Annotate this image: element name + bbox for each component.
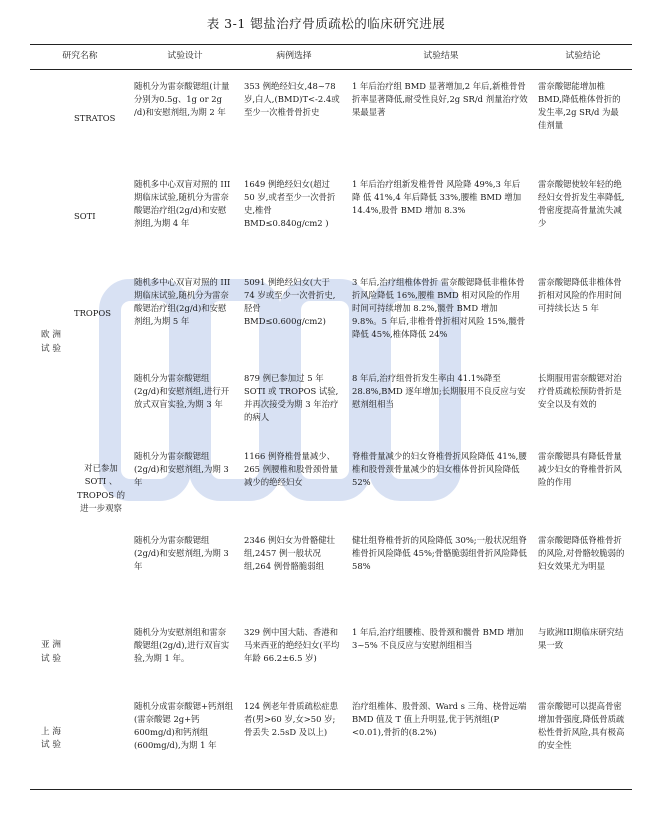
header-study-name: 研究名称 xyxy=(30,45,130,70)
cell-text: 随机分为雷奈酸锶组(2g/d)和安慰剂组,为期 3 年 xyxy=(134,450,229,487)
conclusion-cell xyxy=(534,616,632,690)
cases-cell xyxy=(240,440,348,524)
cell-text: 329 例中国大陆、香港和马来西亚的绝经妇女(平均年龄 66.2±6.5 岁) xyxy=(244,626,340,663)
table-row xyxy=(30,168,632,266)
region-label: 欧 洲 试 验 xyxy=(41,330,61,354)
table-row xyxy=(30,70,632,168)
region-asia xyxy=(30,616,72,690)
design-cell xyxy=(130,266,240,362)
conclusion-cell xyxy=(534,70,632,168)
cell-text: 1 年后治疗组 BMD 显著增加,2 年后,新椎骨骨折率显著降低,耐受性良好,2g SR/d 剂量治疗效果最显著 xyxy=(352,81,528,118)
cell-text: 3 年后,治疗组椎体骨折 雷奈酸锶降低非椎体骨折风险降低 16%,腰椎 BMD 相对风险的作用时间可持续增加 8.2%,髋骨 BMD 增加 9.8%。5 年后,非椎骨骨折相对风险 15%,髋骨降低 45%,椎体降低 24% xyxy=(352,276,526,339)
region-label: 上 海 试 验 xyxy=(41,726,61,751)
cell-text: 随机分为雷奈酸锶组(2g/d)和安慰剂组,为期 3 年 xyxy=(134,534,229,571)
conclusion-cell xyxy=(534,440,632,524)
study-name: SOTI xyxy=(74,210,96,221)
study-name xyxy=(72,690,130,790)
conclusion-cell xyxy=(534,524,632,616)
cell-text: 1649 例绝经妇女(超过 50 岁,或者至少一次骨折史,椎骨 BMD≤0.840g/cm2 ) xyxy=(244,178,336,228)
cell-text: 879 例已参加过 5 年 SOTI 或 TROPOS 试验,并再次接受为期 3 年治疗的病人 xyxy=(244,372,339,422)
results-cell xyxy=(348,440,534,524)
study-name: TROPOS xyxy=(74,307,111,318)
cell-text: 雷奈酸锶使较年轻的绝经妇女骨折发生率降低,骨密度提高骨量流失减少 xyxy=(538,178,625,228)
design-cell xyxy=(130,70,240,168)
design-cell xyxy=(130,616,240,690)
design-cell xyxy=(130,362,240,440)
cell-text: 随机分为安慰剂组和雷奈酸锶组(2g/d),进行双盲实验,为期 1 年。 xyxy=(134,626,230,663)
design-cell xyxy=(130,440,240,524)
table-row xyxy=(30,616,632,690)
results-cell xyxy=(348,616,534,690)
cell-text: 353 例绝经妇女,48~78岁,白人,(BMD)T<-2.4或至少一次椎骨骨折史 xyxy=(244,81,340,118)
cell-text: 随机多中心双盲对照的 III期临床试验,随机分为雷奈酸锶治疗组(2g/d)和安慰剂组,为期 4 年 xyxy=(134,178,231,228)
table-row xyxy=(30,362,632,440)
conclusion-cell xyxy=(534,168,632,266)
study-name: 对已参加 SOTI 、TROPOS 的进一步观察 xyxy=(76,463,126,513)
study-name xyxy=(72,616,130,690)
cell-text: 雷奈酸锶降低非椎体骨折相对风险的作用时间可持续长达 5 年 xyxy=(538,276,622,313)
cases-cell xyxy=(240,524,348,616)
design-cell xyxy=(130,168,240,266)
cell-text: 随机多中心双盲对照的 III期临床试验,随机分为雷奈酸锶治疗组(2g/d)和安慰剂组,为期 5 年 xyxy=(134,276,231,326)
header-cases: 病例选择 xyxy=(240,45,348,70)
cell-text: 124 例老年骨质疏松症患者(男>60 岁,女>50 岁;骨丢失 2.5sD 及以上) xyxy=(244,700,339,737)
cell-text: 1 年后,治疗组腰椎、股骨颈和髋骨 BMD 增加 3~5% 不良反应与安慰剂组相当 xyxy=(352,626,524,650)
design-cell xyxy=(130,690,240,790)
cases-cell xyxy=(240,70,348,168)
cell-text: 长期服用雷奈酸锶对治疗骨质疏松预防骨折是安全以及有效的 xyxy=(538,372,622,409)
cell-text: 1 年后治疗组新发椎骨骨 风险降 49%,3 年后降 低 41%,4 年后降低 33%,腰椎 BMD 增加 14.4%,股骨 BMD 增加 8.3% xyxy=(352,178,522,215)
cell-text: 8 年后,治疗组骨折发生率由 41.1%降至 28.8%,BMD 逐年增加;长期服用不良反应与安慰剂组相当 xyxy=(352,372,526,409)
results-cell xyxy=(348,70,534,168)
results-cell xyxy=(348,362,534,440)
research-table xyxy=(30,44,632,790)
region-label: 亚 洲 试 验 xyxy=(41,640,61,664)
conclusion-cell xyxy=(534,690,632,790)
cell-text: 雷奈酸锶具有降低骨量减少妇女的脊椎骨折风险的作用 xyxy=(538,450,622,487)
cases-cell xyxy=(240,168,348,266)
cell-text: 雷奈酸锶能增加椎BMD,降低椎体骨折的发生率,2g SR/d 为最佳剂量 xyxy=(538,81,621,131)
cell-text: 随机分成雷奈酸锶+钙剂组(雷奈酸锶 2g+钙 600mg/d)和钙剂组(600mg/d),为期 1 年 xyxy=(134,700,234,750)
region-shanghai xyxy=(30,690,72,790)
results-cell xyxy=(348,266,534,362)
header-conclusion: 试验结论 xyxy=(534,45,632,70)
header-results: 试验结果 xyxy=(348,45,534,70)
cell-text: 与欧洲III期临床研究结果一致 xyxy=(538,626,624,650)
design-cell xyxy=(130,524,240,616)
table-row xyxy=(30,266,632,362)
cell-text: 脊椎骨量减少的妇女脊椎骨折风险降低 41%,腰椎和股骨颈骨量减少的妇女椎体骨折风险降低 52% xyxy=(352,450,527,487)
cell-text: 治疗组椎体、股骨颈、Ward s 三角、桡骨远端 BMD 值及 T 值上升明显,优于钙剂组(P <0.01),骨折的(8.2%) xyxy=(352,700,527,737)
table-title: 表 3-1 锶盐治疗骨质疏松的临床研究进展 xyxy=(206,16,446,31)
conclusion-cell xyxy=(534,362,632,440)
cases-cell xyxy=(240,690,348,790)
cases-cell xyxy=(240,616,348,690)
cell-text: 2346 例妇女为骨骼健壮组,2457 例一般状况组,264 例骨骼脆弱组 xyxy=(244,534,335,571)
results-cell xyxy=(348,168,534,266)
conclusion-cell xyxy=(534,266,632,362)
cell-text: 1166 例脊椎骨量减少、265 例腰椎和股骨颈骨量减少的绝经妇女 xyxy=(244,450,339,487)
table-row xyxy=(30,690,632,790)
table-header-row xyxy=(30,45,632,70)
study-name: STRATOS xyxy=(74,113,116,124)
region-europe xyxy=(30,70,72,616)
cell-text: 健壮组脊椎骨折的风险降低 30%;一般状况组脊椎骨折风险降低 45%;骨骼脆弱组骨折风险降低 58% xyxy=(352,534,527,571)
cases-cell xyxy=(240,266,348,362)
results-cell xyxy=(348,524,534,616)
cell-text: 雷奈酸锶可以提高骨密增加骨强度,降低骨质疏松性骨折风险,具有极高的安全性 xyxy=(538,700,625,750)
cases-cell xyxy=(240,362,348,440)
cell-text: 随机分为雷奈酸锶组(计量分别为0.5g、1g or 2g /d)和安慰剂组,为期 2 年 xyxy=(134,81,230,118)
results-cell xyxy=(348,690,534,790)
cell-text: 雷奈酸锶降低脊椎骨折的风险,对骨骼较脆弱的妇女效果尤为明显 xyxy=(538,534,625,571)
cell-text: 5091 例绝经妇女(大于 74 岁或至少一次骨折史,胫骨 BMD≤0.600g/cm2) xyxy=(244,276,336,326)
header-design: 试验设计 xyxy=(130,45,240,70)
cell-text: 随机分为雷奈酸锶组(2g/d)和安慰剂组,进行开放式双盲实验,为期 3 年 xyxy=(134,372,230,409)
